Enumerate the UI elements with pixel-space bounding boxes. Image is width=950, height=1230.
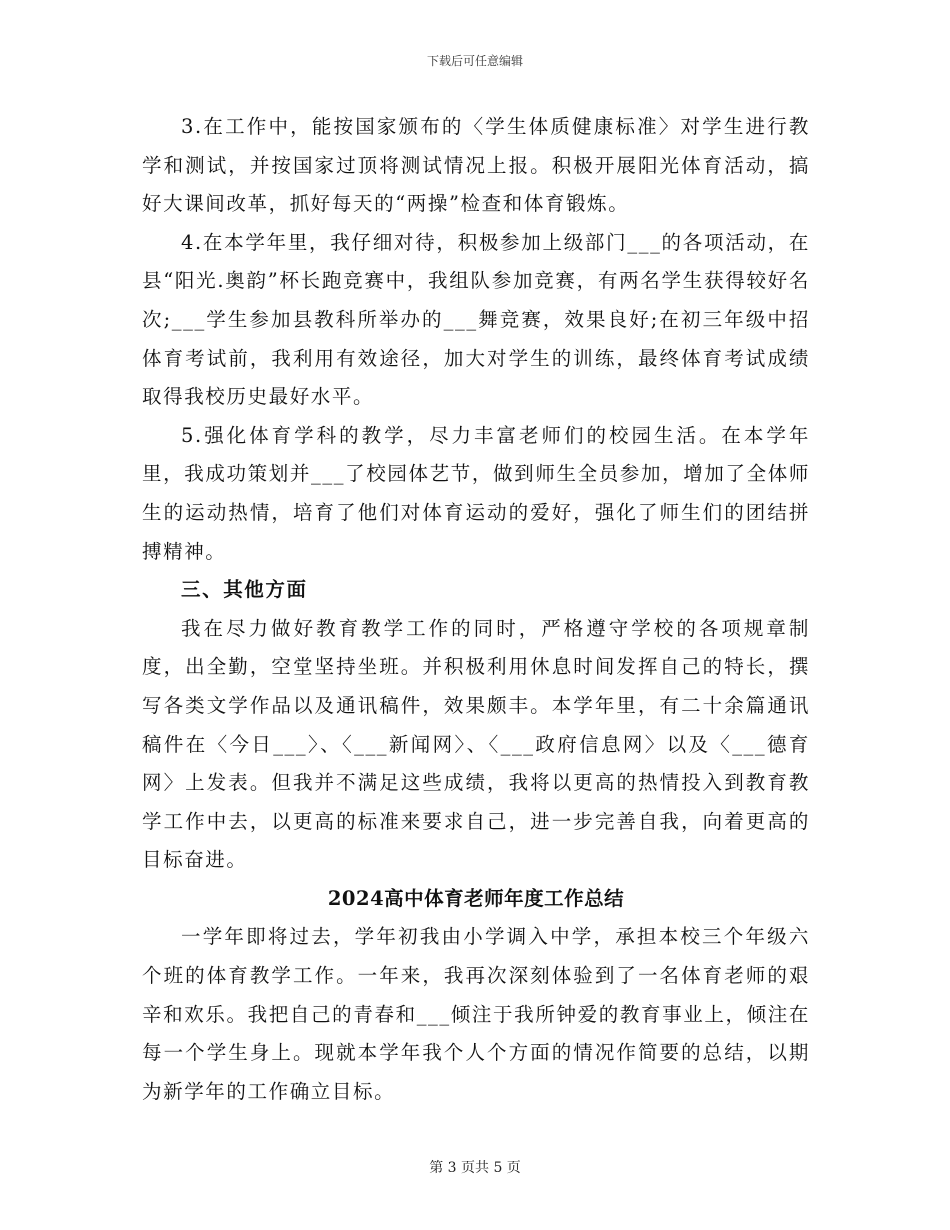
page-footer: 第 3 页共 5 页 (429, 1160, 521, 1176)
section-heading-other: 三、其他方面 (181, 578, 308, 602)
paragraph-intro: 一学年即将过去，学年初我由小学调入中学，承担本校三个年级六个班的体育教学工作。一年来，我再次深刻体验到了一名体育老师的艰辛和欢乐。我把自己的青春和___倾注于我所钟爱的教育事业上，倾注在每一个学生身上。现就本学年我个人个方面的情况作简要的总结，以期为新学年的工作确立目标。 (142, 925, 810, 1103)
paragraph-item-3: 3.在工作中，能按国家颁布的〈学生体质健康标准〉对学生进行教学和测试，并按国家过顶将测试情况上报。积极开展阳光体育活动，搞好大课间改革，抓好每天的“两操”检查和体育锻炼。 (142, 115, 810, 216)
document-title: 2024高中体育老师年度工作总结 (327, 886, 625, 910)
paragraph-other-aspects: 我在尽力做好教育教学工作的同时，严格遵守学校的各项规章制度，出全勤，空堂坚持坐班。并积极利用休息时间发挥自己的特长，撰写各类文学作品以及通讯稿件，效果颇丰。本学年里，有二十余篇通讯稿件在〈今日___〉、〈___新闻网〉、〈___政府信息网〉以及〈___德育网〉上发表。但我并不满足这些成绩，我将以更高的热情投入到教育教学工作中去，以更高的标准来要求自己，进一步完善自我，向着更高的目标奋进。 (142, 616, 810, 872)
paragraph-item-5: 5.强化体育学科的教学，尽力丰富老师们的校园生活。在本学年里，我成功策划并___了校园体艺节，做到师生全员参加，增加了全体师生的运动热情，培育了他们对体育运动的爱好，强化了师生们的团结拼搏精神。 (142, 423, 810, 563)
paragraph-item-4: 4.在本学年里，我仔细对待，积极参加上级部门___的各项活动，在县“阳光.奥韵”杯长跑竞赛中，我组队参加竞赛，有两名学生获得较好名次;___学生参加县教科所举办的___舞竞赛，效果良好;在初三年级中招体育考试前，我利用有效途径，加大对学生的训练，最终体育考试成绩取得我校历史最好水平。 (142, 230, 810, 409)
page-header: 下载后可任意编辑 (426, 54, 523, 68)
document-body (142, 108, 810, 1111)
